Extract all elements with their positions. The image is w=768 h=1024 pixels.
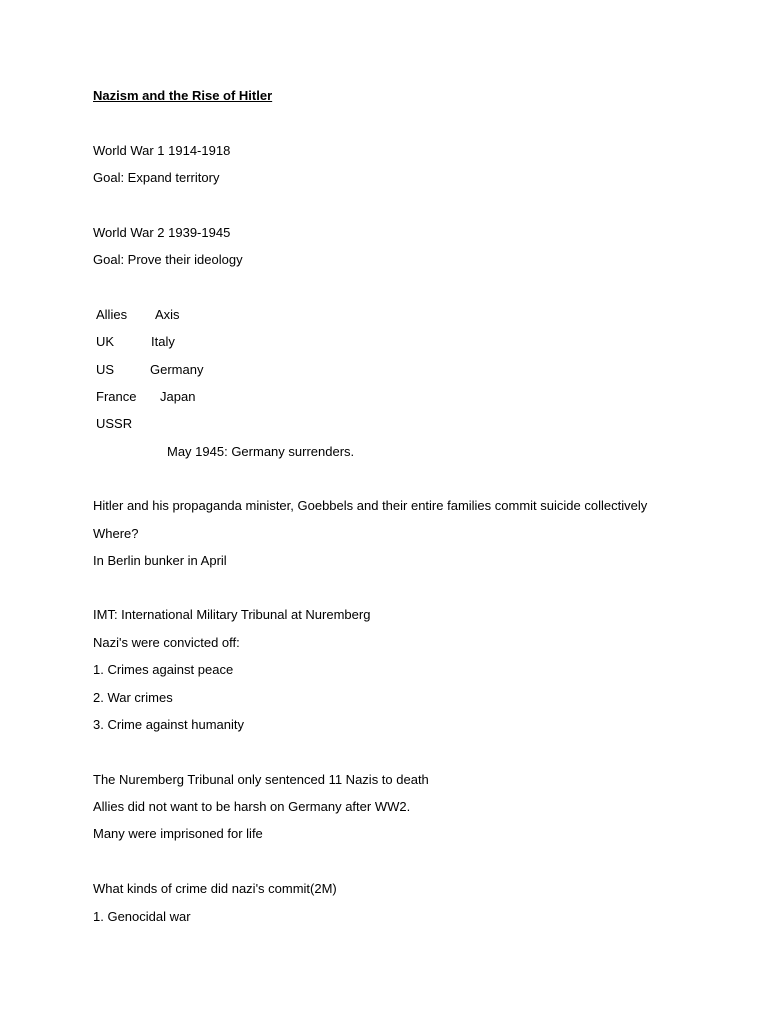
tribunal-line-3: Many were imprisoned for life: [93, 826, 263, 841]
ww1-heading: World War 1 1914-1918: [93, 143, 231, 158]
ww2-heading: World War 2 1939-1945: [93, 225, 231, 240]
axis-row-1: Italy: [151, 334, 175, 349]
crime-item-1: 1. Crimes against peace: [93, 662, 234, 677]
allies-row-3: France: [96, 389, 137, 404]
imt-heading: IMT: International Military Tribunal at Nuremberg: [93, 607, 371, 622]
answer-item-1: 1. Genocidal war: [93, 909, 191, 924]
crime-item-3: 3. Crime against humanity: [93, 717, 245, 732]
ww1-goal: Goal: Expand territory: [93, 170, 220, 185]
imt-convicted: Nazi's were convicted off:: [93, 635, 240, 650]
axis-row-2: Germany: [150, 362, 204, 377]
axis-row-3: Japan: [160, 389, 196, 404]
allies-row-4: USSR: [96, 416, 133, 431]
document-title: Nazism and the Rise of Hitler: [93, 88, 273, 103]
ww2-goal: Goal: Prove their ideology: [93, 252, 243, 267]
suicide-statement: Hitler and his propaganda minister, Goebbels and their entire families commit suicide collectively: [93, 498, 648, 513]
crime-item-2: 2. War crimes: [93, 690, 173, 705]
axis-header: Axis: [155, 307, 180, 322]
allies-header: Allies: [96, 307, 128, 322]
tribunal-line-2: Allies did not want to be harsh on Germany after WW2.: [93, 799, 411, 814]
suicide-answer: In Berlin bunker in April: [93, 553, 227, 568]
allies-row-2: US: [96, 362, 115, 377]
allies-row-1: UK: [96, 334, 115, 349]
suicide-question: Where?: [93, 526, 139, 541]
tribunal-line-1: The Nuremberg Tribunal only sentenced 11 Nazis to death: [93, 772, 429, 787]
surrender-line: May 1945: Germany surrenders.: [167, 444, 355, 459]
question-text: What kinds of crime did nazi's commit(2M): [93, 881, 337, 896]
